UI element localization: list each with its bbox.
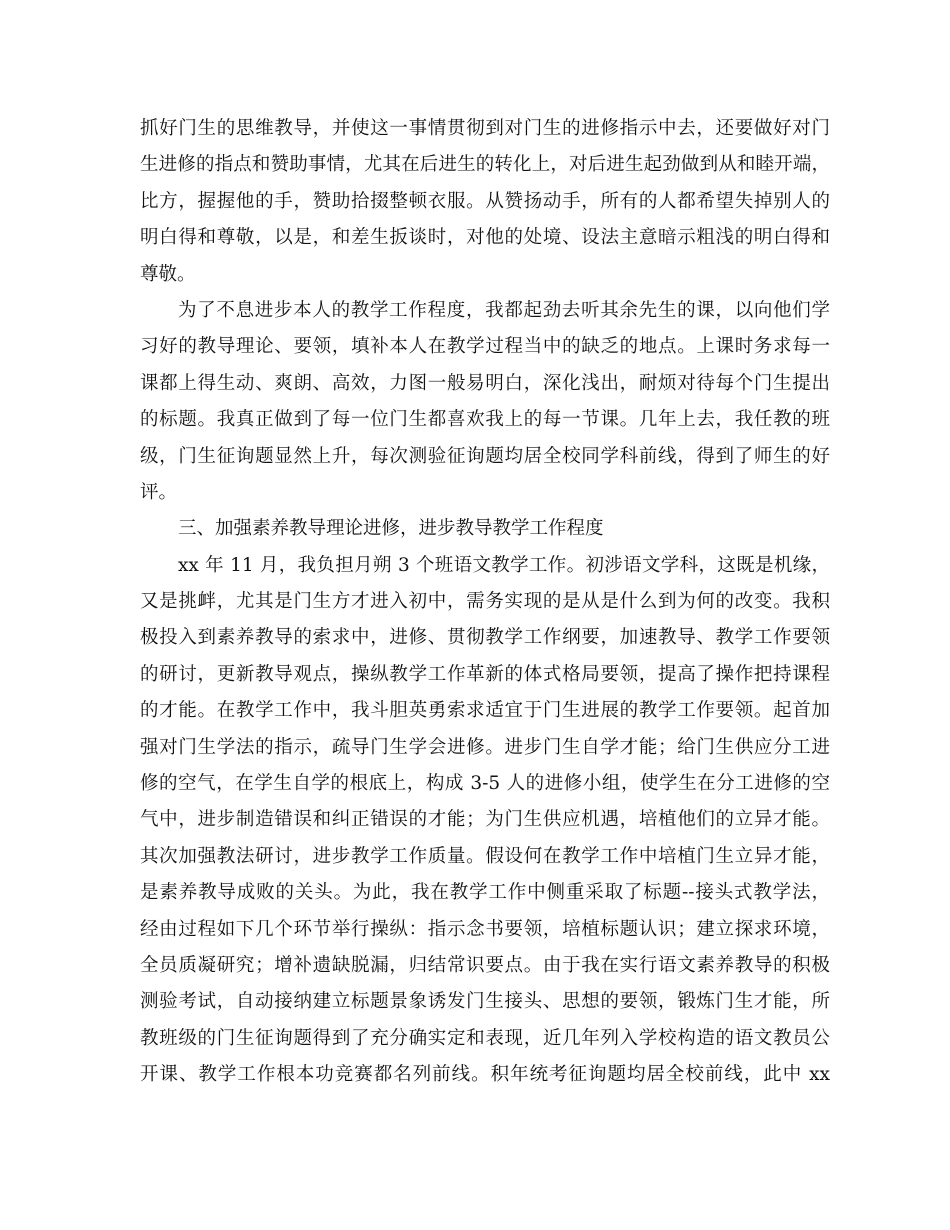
text-line-10: 级，门生征询题显然上升，每次测验征询题均居全校同学科前线，得到了师生的好 bbox=[140, 445, 830, 467]
text-line-15: 极投入到素养教导的索求中，进修、贯彻教学工作纲要，加速教导、教学工作要领 bbox=[140, 627, 830, 649]
text-line-22: 是素养教导成败的关头。为此，我在教学工作中侧重采取了标题--接头式教学法， bbox=[140, 882, 830, 904]
text-line-4: 明白得和尊敬，以是，和差生扳谈时，对他的处境、设法主意暗示粗浅的明白得和 bbox=[140, 227, 830, 249]
text-line-19: 修的空气，在学生自学的根底上，构成 3-5 人的进修小组，使学生在分工进修的空 bbox=[140, 773, 830, 795]
text-line-25: 测验考试，自动接纳建立标题景象诱发门生接头、思想的要领，锻炼门生才能，所 bbox=[140, 991, 830, 1013]
text-line-20: 气中，进步制造错误和纠正错误的才能；为门生供应机遇，培植他们的立异才能。 bbox=[140, 809, 830, 831]
text-line-23: 经由过程如下几个环节举行操纵：指示念书要领，培植标题认识；建立探求环境， bbox=[140, 918, 830, 940]
text-line-21: 其次加强教法研讨，进步教学工作质量。假设何在教学工作中培植门生立异才能， bbox=[140, 845, 830, 867]
text-line-6: 为了不息进步本人的教学工作程度，我都起劲去听其余先生的课，以向他们学 bbox=[178, 299, 830, 321]
text-line-3: 比方，握握他的手，赞助拾掇整顿衣服。从赞扬动手，所有的人都希望失掉别人的 bbox=[140, 190, 830, 212]
text-line-7: 习好的教导理论、要领，填补本人在教学过程当中的缺乏的地点。上课时务求每一 bbox=[140, 336, 830, 358]
text-line-18: 强对门生学法的指示，疏导门生学会进修。进步门生自学才能；给门生供应分工进 bbox=[140, 736, 830, 758]
document-body bbox=[140, 111, 830, 1094]
text-line-11: 评。 bbox=[140, 481, 178, 503]
text-line-26: 教班级的门生征询题得到了充分确实定和表现，近几年列入学校构造的语文教员公 bbox=[140, 1027, 830, 1049]
text-line-8: 课都上得生动、爽朗、高效，力图一般易明白，深化浅出，耐烦对待每个门生提出 bbox=[140, 372, 830, 394]
section-heading: 三、加强素养教导理论进修，进步教导教学工作程度 bbox=[178, 518, 604, 540]
text-line-16: 的研讨，更新教导观点，操纵教学工作革新的体式格局要领，提高了操作把持课程 bbox=[140, 663, 830, 685]
text-line-17: 的才能。在教学工作中，我斗胆英勇索求适宜于门生进展的教学工作要领。起首加 bbox=[140, 700, 830, 722]
text-line-5: 尊敬。 bbox=[140, 263, 196, 285]
text-line-2: 生进修的指点和赞助事情，尤其在后进生的转化上，对后进生起劲做到从和睦开端， bbox=[140, 154, 830, 176]
text-line-13: xx 年 11 月，我负担月朔 3 个班语文教学工作。初涉语文学科，这既是机缘， bbox=[178, 554, 830, 576]
text-line-24: 全员质凝研究；增补遗缺脱漏，归结常识要点。由于我在实行语文素养教导的积极 bbox=[140, 954, 830, 976]
text-line-1: 抓好门生的思维教导，并使这一事情贯彻到对门生的进修指示中去，还要做好对门 bbox=[140, 118, 830, 139]
text-line-27: 开课、教学工作根本功竞赛都名列前线。积年统考征询题均居全校前线，此中 xx bbox=[140, 1064, 830, 1086]
text-line-9: 的标题。我真正做到了每一位门生都喜欢我上的每一节课。几年上去，我任教的班 bbox=[140, 409, 830, 431]
text-line-14: 又是挑衅，尤其是门生方才进入初中，需务实现的是从是什么到为何的改变。我积 bbox=[140, 591, 830, 613]
